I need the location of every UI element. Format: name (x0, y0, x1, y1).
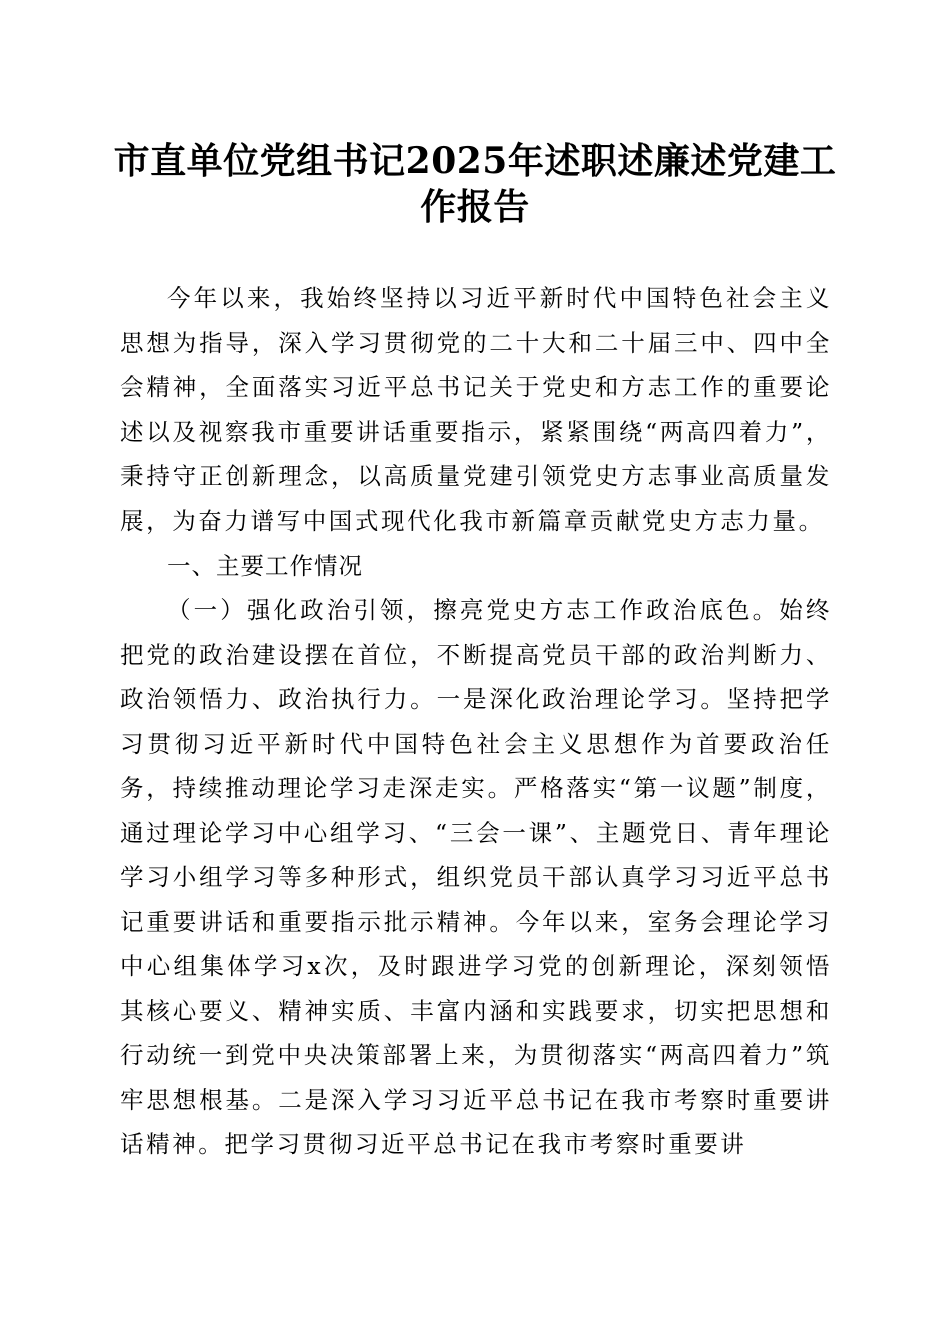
section-body-paragraph: （一）强化政治引领，擦亮党史方志工作政治底色。始终把党的政治建设摆在首位，不断提高党员干部的政治判断力、政治领悟力、政治执行力。一是深化政治理论学习。坚持把学习贯彻习近平新时代中国特色社会主义思想作为首要政治任务，持续推动理论学习走深走实。严格落实“第一议题”制度，通过理论学习中心组学习、“三会一课”、主题党日、青年理论学习小组学习等多种形式，组织党员干部认真学习习近平总书记重要讲话和重要指示批示精神。今年以来，室务会理论学习中心组集体学习x次，及时跟进学习党的创新理论，深刻领悟其核心要义、精神实质、丰富内涵和实践要求，切实把思想和行动统一到党中央决策部署上来，为贯彻落实“两高四着力”筑牢思想根基。二是深入学习习近平总书记在我市考察时重要讲话精神。把学习贯彻习近平总书记在我市考察时重要讲 (120, 596, 832, 1158)
intro-paragraph: 今年以来，我始终坚持以习近平新时代中国特色社会主义思想为指导，深入学习贯彻党的二十大和二十届三中、四中全会精神，全面落实习近平总书记关于党史和方志工作的重要论述以及视察我市重要讲话重要指示，紧紧围绕“两高四着力”，秉持守正创新理念，以高质量党建引领党史方志事业高质量发展，为奋力谱写中国式现代化我市新篇章贡献党史方志力量。 (120, 284, 832, 535)
section-heading-main-work: 一、主要工作情况 (167, 552, 363, 580)
document-title: 市直单位党组书记2025年述职述廉述党建工作报告 (113, 140, 837, 228)
